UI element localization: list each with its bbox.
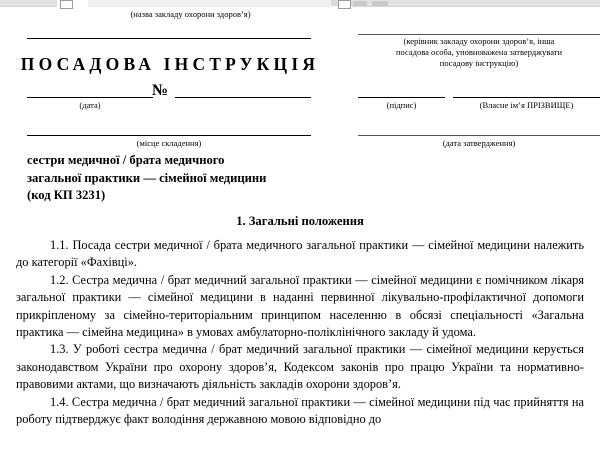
- signature-caption: (підпис): [386, 100, 417, 110]
- ruler-left-indent-marker[interactable]: [60, 0, 73, 9]
- name-rule: [453, 97, 600, 98]
- document-page[interactable]: [0, 9, 600, 454]
- ruler-rail-left: [0, 0, 57, 7]
- approval-caption-line-2: посадова особа, уповноважена затверджувати: [395, 47, 563, 57]
- position-title-line-3: (код КП 3231): [27, 188, 106, 202]
- approval-caption: [358, 36, 600, 69]
- approval-date-rule: [358, 135, 600, 136]
- ruler-tab-stop[interactable]: [353, 1, 367, 6]
- organization-caption: (назва закладу охорони здоров’я): [130, 9, 251, 19]
- approval-rule: [358, 34, 600, 35]
- paragraph-1-3: 1.3. У роботі сестра медична / брат медичний загальної практики — сімейної медицини керується законодавством України про охорону здоров’я, Кодексом законів про працю України та нормативно-правовими актами, що визначають діяльність закладів охорони здоров’я.: [16, 342, 584, 392]
- date-rule: [27, 97, 153, 98]
- paragraph-1-1: 1.1. Посада сестри медичної / брата медичного загальної практики — сімейної медицини належить до категорії «Фахівці».: [16, 238, 584, 270]
- approval-date-caption: (дата затвердження): [442, 138, 516, 148]
- approval-caption-line-3: посадову інструкцію): [439, 58, 519, 68]
- organization-rule: [27, 38, 311, 39]
- place-rule: [27, 135, 311, 136]
- position-title: [27, 152, 357, 205]
- document-title: ПОСАДОВА ІНСТРУКЦІЯ: [20, 54, 320, 74]
- position-title-line-1: сестри медичної / брата медичного: [27, 153, 225, 167]
- ruler-rail-right: [352, 0, 600, 7]
- document-number-symbol: №: [152, 82, 169, 99]
- ruler-right-indent-marker[interactable]: [338, 0, 351, 9]
- date-caption: (дата): [79, 100, 101, 110]
- ruler-rail-middle: [88, 0, 331, 7]
- document-ruler[interactable]: [0, 0, 600, 9]
- paragraph-1-2: 1.2. Сестра медична / брат медичний загальної практики — сімейної медицини є помічником лікаря загальної практики — сімейної медицини в наданні первинної лікувально-профілактичної допомоги прикріпленому за сімейно-територіальним принципом населенню в обсязі спеціальності «Загальна практика — сімейна медицина» в умовах амбулаторно-поліклінічного закладу й удома.: [16, 272, 584, 340]
- name-caption: (Власне ім’я ПРІЗВИЩЕ): [479, 100, 574, 110]
- ruler-tab-stop[interactable]: [372, 1, 388, 6]
- section-heading: 1. Загальні положення: [236, 214, 364, 228]
- paragraph-1-4: 1.4. Сестра медична / брат медичний загальної практики — сімейної медицини під час прийняття на роботу підтверджує факт володіння державною мовою відповідно до: [16, 394, 584, 427]
- approval-caption-line-1: (керівник закладу охорони здоров’я, інша: [403, 36, 555, 46]
- document-body: [16, 237, 584, 428]
- place-caption: (місце складення): [136, 138, 202, 148]
- number-rule: [175, 97, 311, 98]
- signature-rule: [358, 97, 445, 98]
- position-title-line-2: загальної практики — сімейної медицини: [27, 170, 267, 185]
